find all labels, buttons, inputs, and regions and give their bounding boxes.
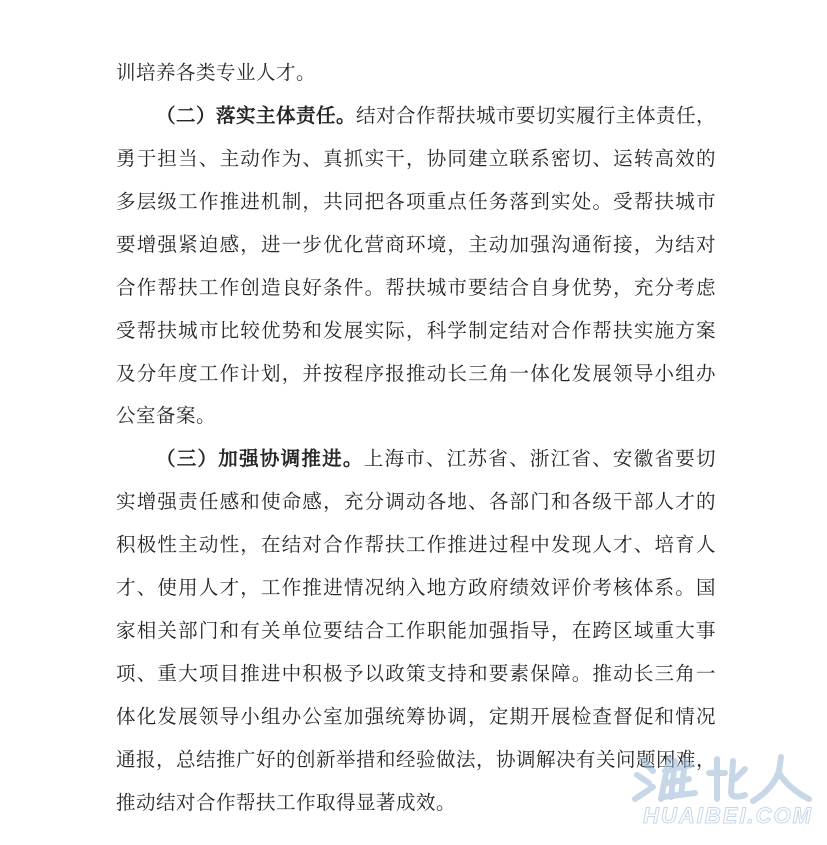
section-heading-line bbox=[156, 104, 716, 128]
paragraph-text: 上海市、江苏省、浙江省、安徽省要切 bbox=[363, 447, 716, 470]
paragraph-line: 积极性主动性，在结对合作帮扶工作推进过程中发现人才、培育人 bbox=[116, 533, 716, 556]
paragraph-line: 及分年度工作计划，并按程序报推动长三角一体化发展领导小组办 bbox=[116, 362, 716, 385]
section-heading: （三）加强协调推进。 bbox=[156, 447, 364, 470]
paragraph-line: 训培养各类专业人才。 bbox=[116, 61, 317, 84]
watermark-logo bbox=[613, 749, 813, 805]
paragraph-line: 体化发展领导小组办公室加强统筹协调，定期开展检查督促和情况 bbox=[116, 705, 716, 728]
paragraph-line: 项、重大项目推进中积极予以政策支持和要素保障。推动长三角一 bbox=[116, 662, 716, 685]
paragraph-line: 勇于担当、主动作为、真抓实干，协同建立联系密切、运转高效的 bbox=[116, 147, 716, 170]
paragraph-line: 实增强责任感和使命感，充分调动各地、各部门和各级干部人才的 bbox=[116, 490, 716, 513]
paragraph-line: 家相关部门和有关单位要结合工作职能加强指导，在跨区域重大事 bbox=[116, 619, 716, 642]
paragraph-text: 结对合作帮扶城市要切实履行主体责任， bbox=[356, 104, 717, 127]
section-heading: （二）落实主体责任。 bbox=[156, 104, 357, 127]
section-heading-line bbox=[156, 447, 716, 471]
watermark-url: HUAIBEI.COM bbox=[643, 803, 813, 828]
paragraph-line: 才、使用人才，工作推进情况纳入地方政府绩效评价考核体系。国 bbox=[116, 576, 716, 599]
paragraph-line: 公室备案。 bbox=[116, 404, 217, 427]
paragraph-line: 通报，总结推广好的创新举措和经验做法，协调解决有关问题困难， bbox=[116, 748, 717, 771]
site-watermark bbox=[613, 749, 813, 829]
paragraph-line: 要增强紧迫感，进一步优化营商环境，主动加强沟通衔接，为结对 bbox=[116, 233, 716, 256]
paragraph-line: 多层级工作推进机制，共同把各项重点任务落到实处。受帮扶城市 bbox=[116, 190, 716, 213]
paragraph-line: 推动结对合作帮扶工作取得显著成效。 bbox=[116, 791, 457, 814]
paragraph-line: 受帮扶城市比较优势和发展实际，科学制定结对合作帮扶实施方案 bbox=[116, 319, 716, 342]
paragraph-line: 合作帮扶工作创造良好条件。帮扶城市要结合自身优势，充分考虑 bbox=[116, 276, 716, 299]
